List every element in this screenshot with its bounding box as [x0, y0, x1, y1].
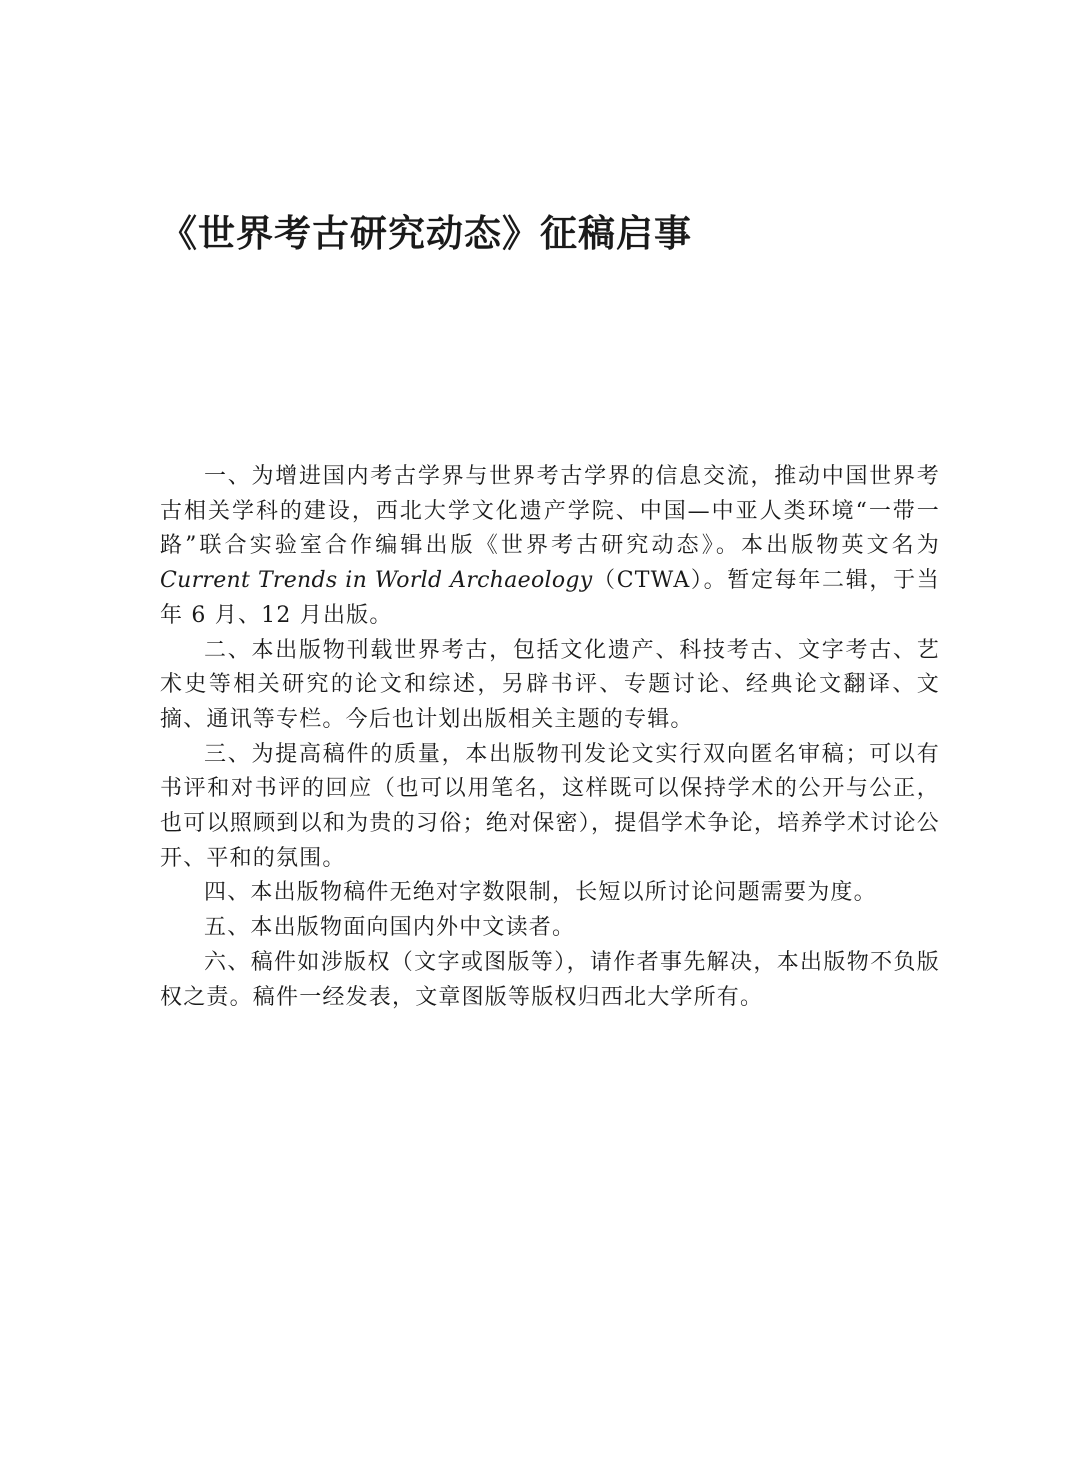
paragraph-1-text-before: 一、为增进国内考古学界与世界考古学界的信息交流，推动中国世界考古相关学科的建设，西北大学文化遗产学院、中国—中亚人类环境“一带一路”联合实验室合作编辑出版《世界考古研究动态》。本出版物英文名为	[160, 464, 940, 559]
notice-body	[160, 460, 940, 1015]
notice-title: 《世界考古研究动态》征稿启事	[160, 211, 692, 255]
english-title: Current Trends in World Archaeology	[160, 568, 593, 594]
paragraph-1-text-after: （CTWA）。暂定每年二辑，于当年 6 月、12 月出版。	[160, 568, 940, 628]
paragraph-5: 五、本出版物面向国内外中文读者。	[204, 915, 576, 941]
paragraph-2: 二、本出版物刊载世界考古，包括文化遗产、科技考古、文字考古、艺术史等相关研究的论文和综述，另辟书评、专题讨论、经典论文翻译、文摘、通讯等专栏。今后也计划出版相关主题的专辑。	[160, 637, 940, 732]
paragraph-3: 三、为提高稿件的质量，本出版物刊发论文实行双向匿名审稿；可以有书评和对书评的回应（也可以用笔名，这样既可以保持学术的公开与公正，也可以照顾到以和为贵的习俗；绝对保密），提倡学术争论，培养学术讨论公开、平和的氛围。	[160, 741, 940, 871]
paragraph-1	[160, 460, 940, 634]
paragraph-6: 六、稿件如涉版权（文字或图版等），请作者事先解决，本出版物不负版权之责。稿件一经发表，文章图版等版权归西北大学所有。	[160, 949, 940, 1010]
paragraph-4: 四、本出版物稿件无绝对字数限制，长短以所讨论问题需要为度。	[204, 880, 877, 906]
